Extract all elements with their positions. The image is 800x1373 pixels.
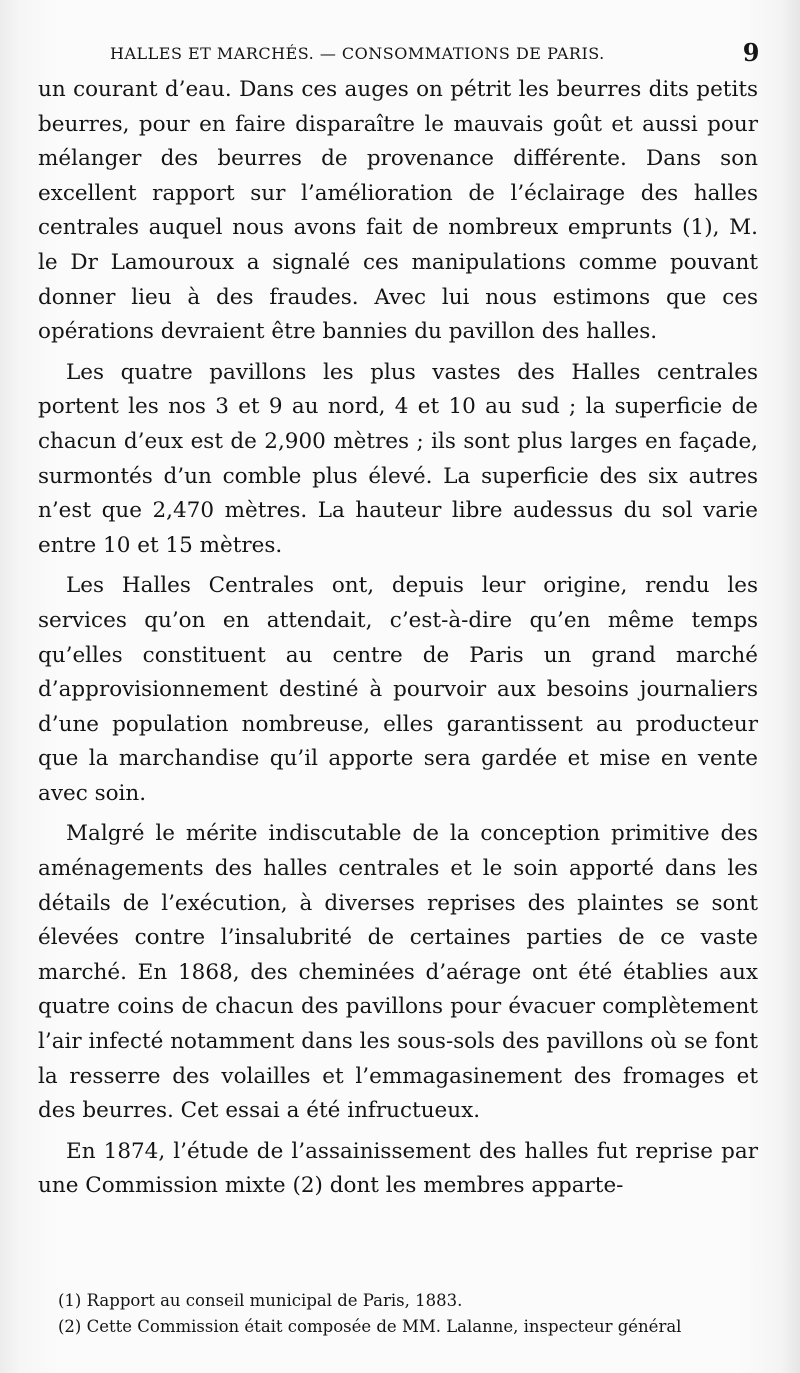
- footnote: (1) Rapport au conseil municipal de Paris, 1883.: [58, 1291, 463, 1310]
- paragraph: Malgré le mérite indiscutable de la conception primitive des aménagements des halles centrales et le soin apporté dans les détails de l’exécution, à diverses reprises des plaintes se sont élevées contre l’insalubrité de certaines parties de ce vaste marché. En 1868, des cheminées d’aérage ont été établies aux quatre coins de chacun des pavillons pour évacuer complètement l’air infecté notamment dans les sous-sols des pavillons où se font la resserre des volailles et l’emmagasinement des fromages et des beurres. Cet essai a été infructueux.: [38, 821, 758, 1124]
- footnotes: [58, 1288, 763, 1340]
- paragraph: Les Halles Centrales ont, depuis leur origine, rendu les services qu’on en attendait, c’est-à-dire qu’en même temps qu’elles constituent au centre de Paris un grand marché d’approvisionnement destiné à pourvoir aux besoins journaliers d’une population nombreuse, elles garantissent au producteur que la marchandise qu’il apporte sera gardée et mise en vente avec soin.: [38, 573, 758, 806]
- page-header: [110, 38, 760, 74]
- paragraph: Les quatre pavillons les plus vastes des Halles centrales portent les nos 3 et 9 au nord, 4 et 10 au sud ; la superficie de chacun d’eux est de 2,900 mètres ; ils sont plus larges en façade, surmontés d’un comble plus élevé. La superficie des six autres n’est que 2,470 mètres. La hauteur libre audessus du sol varie entre 10 et 15 mètres.: [38, 359, 758, 558]
- running-title: HALLES ET MARCHÉS. — CONSOMMATIONS DE PARIS.: [110, 44, 605, 63]
- main-text: [38, 73, 758, 1210]
- paragraph: un courant d’eau. Dans ces auges on pétrit les beurres dits petits beurres, pour en faire disparaître le mauvais goût et aussi pour mélanger des beurres de provenance différente. Dans son excellent rapport sur l’amélioration de l’éclairage des halles centrales auquel nous avons fait de nombreux emprunts (1), M. le Dr Lamouroux a signalé ces manipulations comme pouvant donner lieu à des fraudes. Avec lui nous estimons que ces opérations devraient être bannies du pavillon des halles.: [38, 77, 758, 345]
- paragraph: En 1874, l’étude de l’assainissement des halles fut reprise par une Commission mixte (2) dont les membres apparte-: [38, 1138, 758, 1199]
- page-number: 9: [742, 38, 760, 67]
- footnote: (2) Cette Commission était composée de MM. Lalanne, inspecteur général: [58, 1317, 682, 1336]
